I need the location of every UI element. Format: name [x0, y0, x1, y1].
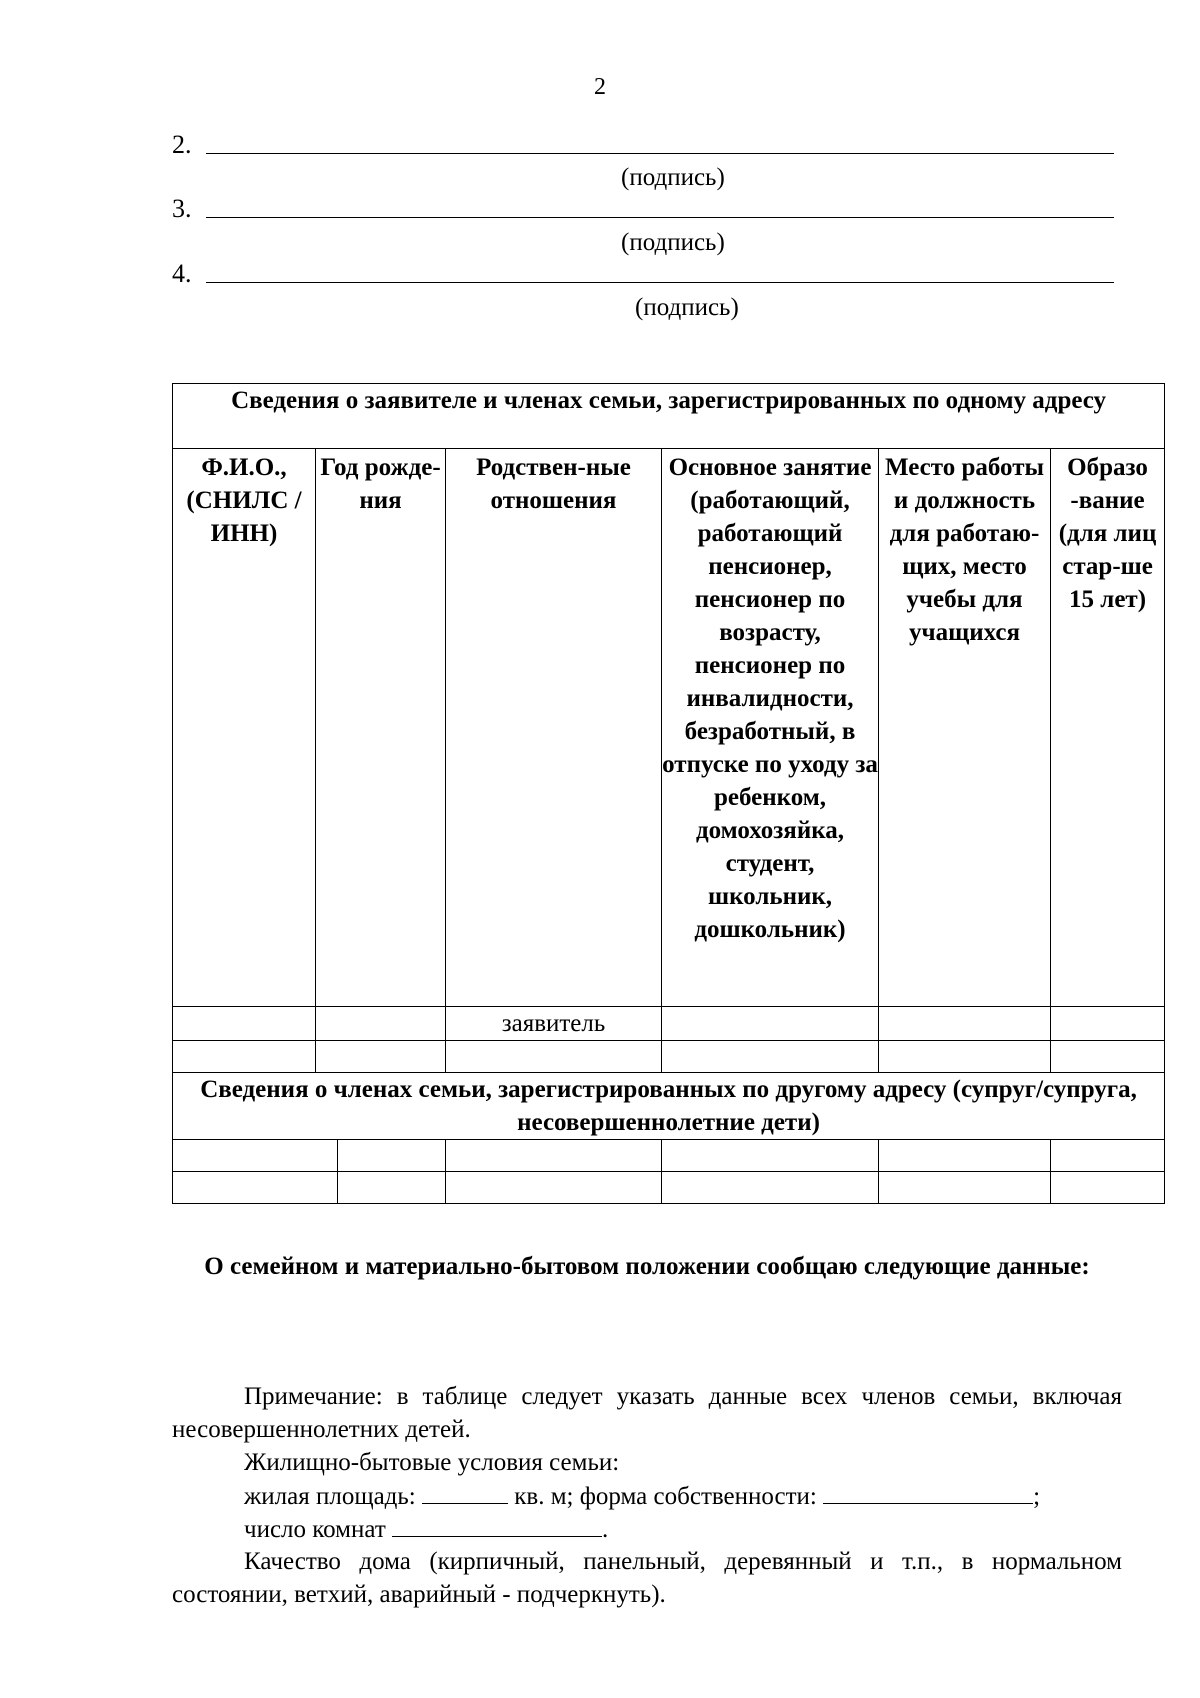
section-title-other-address: Сведения о членах семьи, зарегистрированных по другому адресу (супруг/супруга, несовершеннолетние дети) [173, 1073, 1165, 1140]
table-cell[interactable] [879, 1172, 1051, 1204]
section-title-same-address: Сведения о заявителе и членах семьи, зарегистрированных по одному адресу [173, 384, 1165, 449]
table-cell[interactable] [662, 1140, 879, 1172]
rooms-label: число комнат [244, 1516, 386, 1543]
signature-number: 3. [172, 194, 192, 223]
signature-line-2[interactable] [172, 124, 1114, 158]
table-row [173, 1007, 1165, 1041]
column-header-birth-year: Год рожде-ния [316, 449, 446, 1007]
table-row [173, 1041, 1165, 1073]
ownership-field[interactable] [823, 1479, 1033, 1504]
punctuation: . [602, 1516, 609, 1543]
table-row [173, 1172, 1165, 1204]
table-cell[interactable] [446, 1172, 662, 1204]
signature-caption: (подпись) [621, 229, 725, 256]
section-heading: О семейном и материально-бытовом положении сообщаю следующие данные: [204, 1253, 1090, 1280]
signature-blank [206, 153, 1114, 154]
column-header-education: Образо -вание (для лиц стар-ше 15 лет) [1051, 449, 1165, 1007]
table-cell[interactable] [446, 1140, 662, 1172]
table-cell[interactable] [662, 1041, 879, 1073]
living-area-line [244, 1479, 1122, 1513]
table-cell[interactable] [1051, 1041, 1165, 1073]
applicant-cell: заявитель [446, 1007, 662, 1041]
table-cell[interactable] [338, 1172, 446, 1204]
table-cell[interactable] [662, 1007, 879, 1041]
table-cell[interactable] [173, 1172, 338, 1204]
table-cell[interactable] [879, 1041, 1051, 1073]
punctuation: ; [1033, 1483, 1041, 1510]
signature-caption: (подпись) [635, 294, 739, 321]
signature-number: 4. [172, 259, 192, 288]
table-cell[interactable] [1051, 1140, 1165, 1172]
table-cell[interactable] [879, 1007, 1051, 1041]
table-cell[interactable] [446, 1041, 662, 1073]
signature-blank [206, 282, 1114, 283]
table-cell[interactable] [1051, 1007, 1165, 1041]
signature-caption: (подпись) [621, 164, 725, 191]
column-header-workplace: Место работы и должность для работаю-щих, место учебы для учащихся [879, 449, 1051, 1007]
rooms-field[interactable] [392, 1512, 602, 1537]
table-cell[interactable] [879, 1140, 1051, 1172]
column-header-fio: Ф.И.О., (СНИЛС /ИНН) [173, 449, 316, 1007]
signature-blank [206, 217, 1114, 218]
table-cell[interactable] [173, 1140, 338, 1172]
table-cell[interactable] [316, 1007, 446, 1041]
column-header-relation: Родствен-ные отношения [446, 449, 662, 1007]
table-cell[interactable] [1051, 1172, 1165, 1204]
table-cell[interactable] [316, 1041, 446, 1073]
table-cell[interactable] [338, 1140, 446, 1172]
table-row [173, 1140, 1165, 1172]
family-table [172, 383, 1165, 1204]
housing-title: Жилищно-бытовые условия семьи: [244, 1449, 620, 1476]
living-area-label: жилая площадь: [244, 1483, 416, 1510]
table-cell[interactable] [662, 1172, 879, 1204]
note-paragraph: Примечание: в таблице следует указать данные всех членов семьи, включая несовершеннолетних детей. [172, 1383, 1122, 1443]
signature-line-3[interactable] [172, 188, 1114, 222]
signature-number: 2. [172, 130, 192, 159]
table-cell[interactable] [173, 1007, 316, 1041]
table-cell[interactable] [173, 1041, 316, 1073]
rooms-line [244, 1512, 1122, 1546]
column-header-occupation: Основное занятие (работающий, работающий пенсионер, пенсионер по возрасту, пенсионер по инвалидности, безработный, в отпуске по уходу за ребенком, домохозяйка, студент, школьник, дошкольник) [662, 449, 879, 1007]
page-number: 2 [594, 74, 606, 100]
signature-line-4[interactable] [172, 253, 1114, 287]
house-quality-paragraph: Качество дома (кирпичный, панельный, деревянный и т.п., в нормальном состоянии, ветхий, аварийный - подчеркнуть). [172, 1548, 1122, 1608]
living-area-unit: кв. м; форма собственности: [514, 1483, 817, 1510]
living-area-field[interactable] [422, 1479, 508, 1504]
